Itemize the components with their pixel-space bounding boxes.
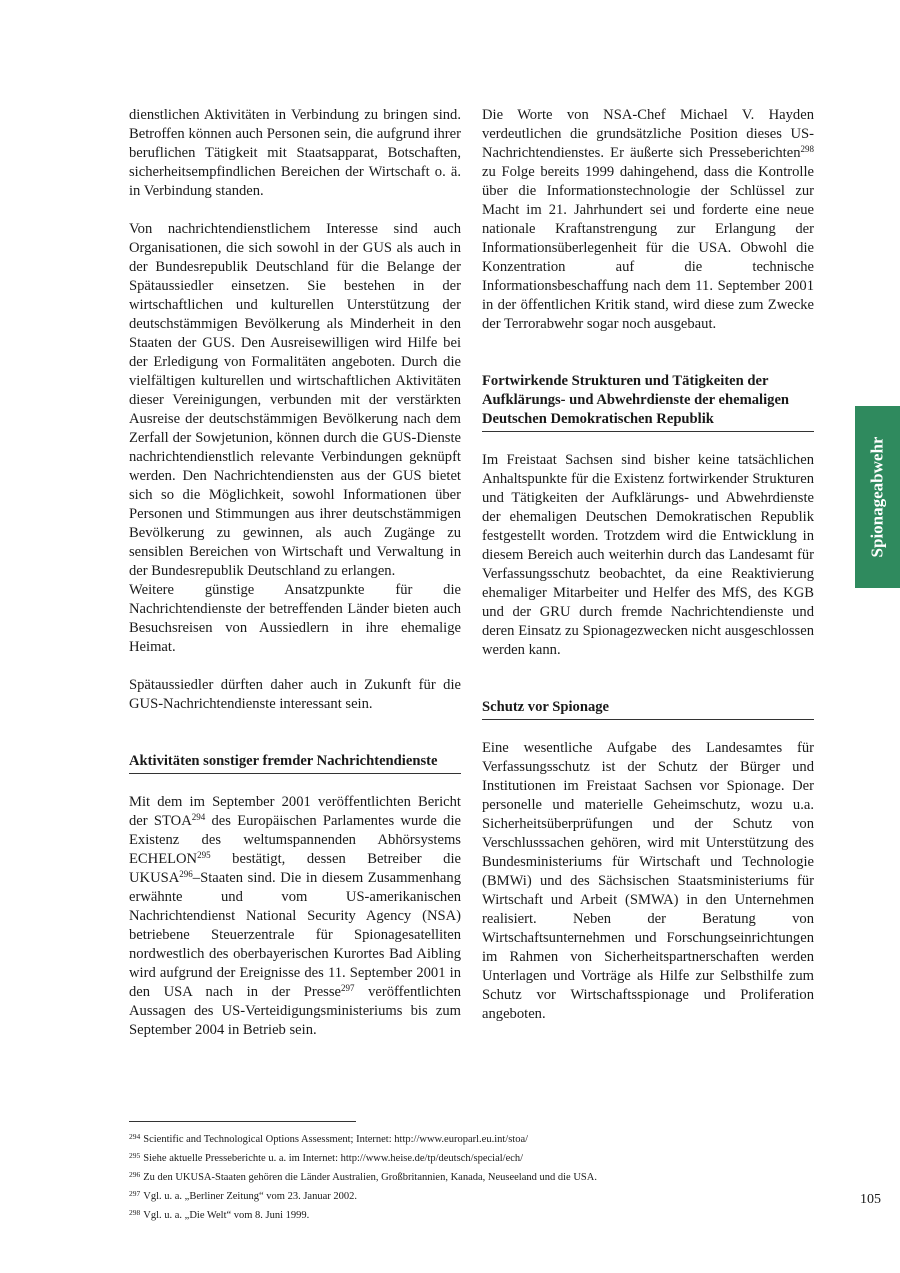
footnote-ref-297[interactable]: 297 [341, 983, 355, 993]
left-paragraph-4: Spätaussiedler dürften daher auch in Zukunft für die GUS-Nachrichtendienste interessant sein. [129, 677, 461, 712]
footnotes [129, 1129, 829, 1224]
left-paragraph-2: Von nachrichtendienstlichem Interesse sind auch Organisationen, die sich sowohl in der GUS als auch in der Bundesrepublik Deutschland für die Belange der Spätaussiedler einsetzen. Sie bestehen in der wirtschaftlichen und kulturellen Unterstützung der deutschstämmigen Bevölkerung als Minderheit in den Staaten der GUS. Den Ausreisewilligen wird Hilfe bei der Erledigung von Formalitäten angeboten. Durch die vielfältigen kulturellen und wirtschaftlichen Aktivitäten dieser Vereinigungen, verbunden mit der verstärkten Ausreise der deutschstämmigen Bevölkerung nach dem Zerfall der Sowjetunion, können durch die GUS-Dienste nachrichtendienstlich relevante Verbindungen geknüpft werden. Den Nachrichtendiensten aus der GUS bietet sich so die Möglichkeit, sowohl Informationen über Personen und Stimmungen aus ihrer deutschstämmigen Bevölkerung zu gewinnen, als auch Zugänge zu sensiblen Bereichen von Wirtschaft und Verwaltung in der Bundesrepublik Deutschland zu erlangen. [129, 221, 461, 579]
right-paragraph-3: Eine wesentliche Aufgabe des Landesamtes für Verfassungsschutz ist der Schutz der Bürger und Institutionen im Freistaat Sachsen vor Spionage. Der personelle und materielle Geheimschutz, wozu u.a. Sicherheitsüberprüfungen und der Schutz von Verschlusssachen gehören, wird mit Unterstützung des Bundesministeriums für Wirtschaft und Technologie (BMWi) und des Sächsischen Staatsministeriums für Wirtschaft und Arbeit (SMWA) in den Unternehmen realisiert. Neben der Beratung von Wirtschaftsunternehmen und Forschungseinrichtungen im Rahmen von Sicherheitspartnerschaften werden Unterlagen und Vorträge als Hilfe zur Selbsthilfe zum Schutz vor Wirtschaftsspionage und Proliferation angeboten. [482, 740, 814, 1022]
section-heading-sonstige-dienste: Aktivitäten sonstiger fremder Nachrichtendienste [129, 752, 461, 774]
page-number: 105 [860, 1192, 881, 1207]
left-paragraph-3: Weitere günstige Ansatzpunkte für die Nachrichtendienste der betreffenden Länder bieten auch Besuchsreisen von Aussiedlern in ihre ehemalige Heimat. [129, 582, 461, 655]
right-paragraph-2: Im Freistaat Sachsen sind bisher keine tatsächlichen Anhaltspunkte für die Existenz fortwirkender Strukturen und Tätigkeiten der Aufklärungs- und Abwehrdienste der ehemaligen Deutschen Demokratischen Republik festgestellt worden. Trotzdem wird die Entwicklung in diesem Bereich auch weiterhin durch das Landesamt für Verfassungsschutz beobachtet, da eine Reaktivierung ehemaliger Mitarbeiter und Helfer des MfS, des KGB und der GRU durch fremde Nachrichtendienste und deren Einsatz zu Spionagezwecken nicht ausgeschlossen werden kann. [482, 452, 814, 658]
footnote-number: 294 [129, 1132, 141, 1141]
footnote-298 [129, 1205, 829, 1224]
chapter-tab [855, 406, 900, 588]
footnote-ref-296[interactable]: 296 [179, 869, 193, 879]
footnote-number: 295 [129, 1151, 141, 1160]
footnote-text: Scientific and Technological Options Assessment; Internet: http://www.europarl.eu.int/stoa/ [143, 1134, 529, 1145]
footnote-ref-298[interactable]: 298 [800, 144, 814, 154]
left-paragraph-1: dienstlichen Aktivitäten in Verbindung zu bringen sind. Betroffen können auch Personen sein, die aufgrund ihrer beruflichen Tätigkeit mit Staatsapparat, Botschaften, sicherheitsempfindlichen Bereichen der Wirtschaft o. ä. in Verbindung standen. [129, 107, 461, 199]
footnote-text: Vgl. u. a. „Berliner Zeitung“ vom 23. Januar 2002. [143, 1191, 357, 1202]
footnote-ref-294[interactable]: 294 [191, 812, 206, 822]
right-column [482, 106, 814, 1024]
footnote-divider [129, 1121, 356, 1122]
footnote-297 [129, 1186, 829, 1205]
section-heading-ddr-dienste: Fortwirkende Strukturen und Tätigkeiten der Aufklärungs- und Abwehrdienste der ehemaligen Deutschen Demokratischen Republik [482, 372, 814, 432]
footnote-295 [129, 1148, 829, 1167]
footnote-296 [129, 1167, 829, 1186]
left-paragraph-5: Mit dem im September 2001 veröffentlichten Bericht der STOA$^{294}$ des Europäischen Parlamentes wurde die Existenz des weltumspannenden Abhörsystems ECHELON$^{295}$ bestätigt, dessen Betreiber die UKUSA$^{296}$–Staaten sind. Die in diesem Zusammenhang erwähnte und vom US-amerikanischen Nachrichtendienst National Security Agency (NSA) betriebene Steuerzentrale für Spionagesatelliten nordwestlich des oberbayerischen Kurortes Bad Aibling wird aufgrund der Ereignisse des 11. September 2001 in den USA nach in der Presse$^{297}$ veröffentlichten Aussagen des US-Verteidigungsministeriums bis zum September 2004 in Betrieb sein. [129, 794, 462, 1038]
section-heading-schutz-vor-spionage: Schutz vor Spionage [482, 698, 814, 720]
footnote-ref-295[interactable]: 295 [197, 850, 211, 860]
chapter-tab-label: Spionageabwehr [867, 436, 887, 558]
footnote-text: Vgl. u. a. „Die Welt“ vom 8. Juni 1999. [143, 1210, 310, 1221]
left-column [129, 106, 461, 1040]
footnote-text: Zu den UKUSA-Staaten gehören die Länder Australien, Großbritannien, Kanada, Neuseeland und die USA. [143, 1172, 597, 1183]
right-paragraph-1: Die Worte von NSA-Chef Michael V. Hayden verdeutlichen die grundsätzliche Position dieses US-Nachrichtendienstes. Er äußerte sich Presseberichten$^{298}$ zu Folge bereits 1999 dahingehend, dass die Kontrolle über die Informationstechnologie der Schlüssel zur Macht im 21. Jahrhundert sei und forderte eine neue nationale Kraftanstrengung zur Erlangung der Informationsüberlegenheit für die USA. Obwohl die Konzentration auf die technische Informationsbeschaffung nach dem 11. September 2001 in der öffentlichen Kritik stand, wird diese zum Zwecke der Terrorabwehr sogar noch ausgebaut. [482, 107, 814, 332]
footnote-294 [129, 1129, 829, 1148]
footnote-number: 297 [129, 1189, 141, 1198]
footnote-text: Siehe aktuelle Presseberichte u. a. im Internet: http://www.heise.de/tp/deutsch/special/ech/ [143, 1153, 524, 1164]
footnote-number: 298 [129, 1208, 141, 1217]
footnote-number: 296 [129, 1170, 141, 1179]
